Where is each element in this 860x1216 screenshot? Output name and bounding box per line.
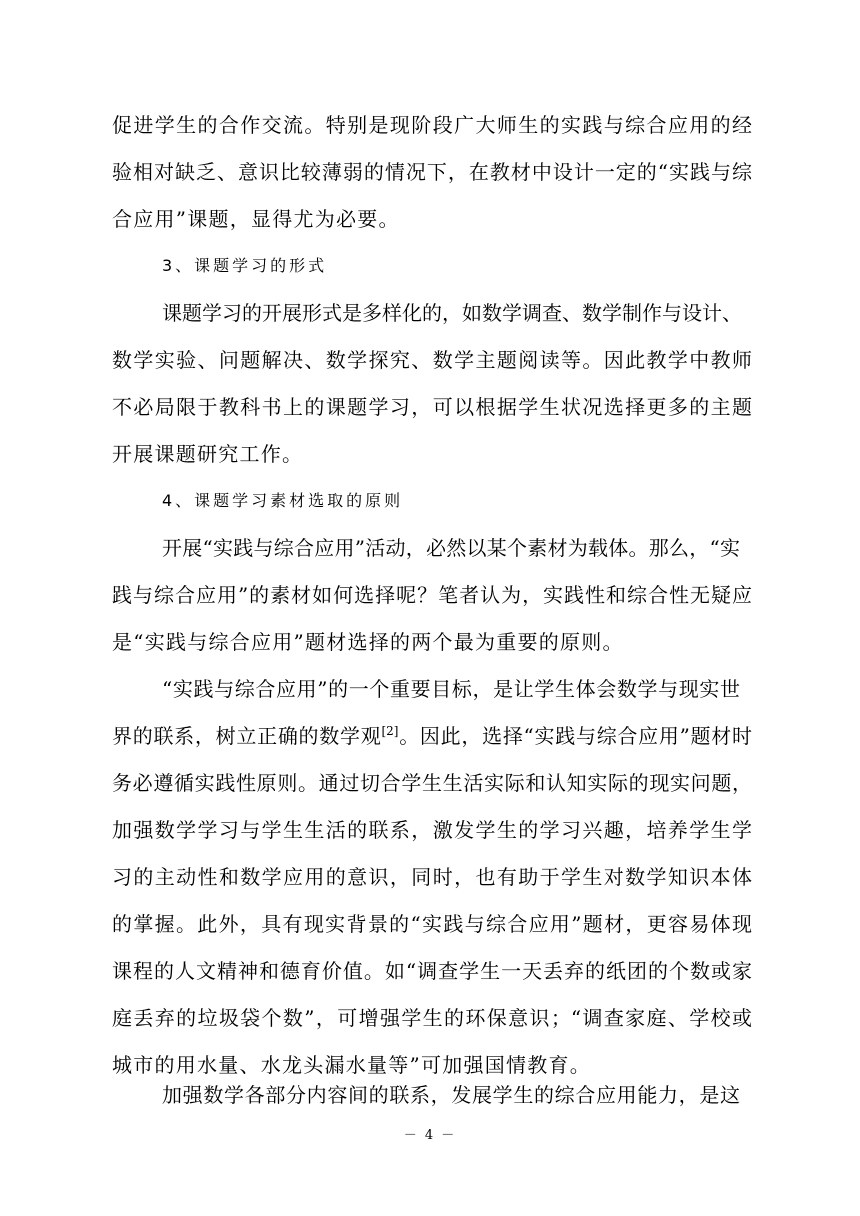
line-2-text-after-citation: 。因此，选择“实践与综合应用”题材时 (398, 724, 753, 748)
paragraph-2-line-3: 不必局限于教科书上的课题学习，可以根据学生状况选择更多的主题 (112, 395, 752, 419)
paragraph-4-line-7: 课程的人文精神和德育价值。如“调查学生一天丢弃的纸团的个数或家 (112, 959, 752, 983)
paragraph-4-line-4: 加强数学学习与学生生活的联系，激发学生的学习兴趣，培养学生学 (112, 818, 752, 842)
paragraph-3-line-3: 是“实践与综合应用”题材选择的两个最为重要的原则。 (112, 630, 624, 654)
paragraph-4-line-8: 庭丢弃的垃圾袋个数”，可增强学生的环保意识；“调查家庭、学校或 (112, 1006, 752, 1030)
line-2-text-before-citation: 界的联系，树立正确的数学观 (112, 724, 382, 748)
paragraph-3-line-1: 开展“实践与综合应用”活动，必然以某个素材为载体。那么，“实 (162, 536, 740, 560)
paragraph-2-line-4: 开展课题研究工作。 (112, 442, 304, 466)
paragraph-1-line-2: 验相对缺乏、意识比较薄弱的情况下，在教材中设计一定的“实践与综 (112, 160, 752, 184)
paragraph-4-line-9: 城市的用水量、水龙头漏水量等”可加强国情教育。 (112, 1053, 591, 1077)
paragraph-2-line-1: 课题学习的开展形式是多样化的，如数学调查、数学制作与设计、 (162, 301, 742, 325)
page-number: － 4 － (403, 1128, 457, 1143)
paragraph-4-line-6: 的掌握。此外，具有现实背景的“实践与综合应用”题材，更容易体现 (112, 912, 752, 936)
paragraph-4-line-3: 务必遵循实践性原则。通过切合学生生活实际和认知实际的现实问题， (112, 771, 752, 795)
paragraph-1-line-1: 促进学生的合作交流。特别是现阶段广大师生的实践与综合应用的经 (112, 113, 752, 137)
section-heading-4: 4、课题学习素材选取的原则 (162, 491, 404, 510)
section-heading-3: 3、课题学习的形式 (162, 256, 328, 275)
paragraph-4-line-5: 习的主动性和数学应用的意识，同时，也有助于学生对数学知识本体 (112, 865, 752, 889)
citation-reference: [2] (381, 724, 399, 738)
paragraph-4-line-2 (112, 724, 752, 748)
paragraph-2-line-2: 数学实验、问题解决、数学探究、数学主题阅读等。因此教学中教师 (112, 348, 752, 372)
paragraph-5-line-1: 加强数学各部分内容间的联系，发展学生的综合应用能力，是这 (162, 1083, 740, 1107)
paragraph-4-line-1: “实践与综合应用”的一个重要目标，是让学生体会数学与现实世 (162, 677, 740, 701)
paragraph-1-line-3: 合应用”课题，显得尤为必要。 (112, 207, 400, 231)
paragraph-3-line-2: 践与综合应用”的素材如何选择呢？笔者认为，实践性和综合性无疑应 (112, 583, 752, 607)
